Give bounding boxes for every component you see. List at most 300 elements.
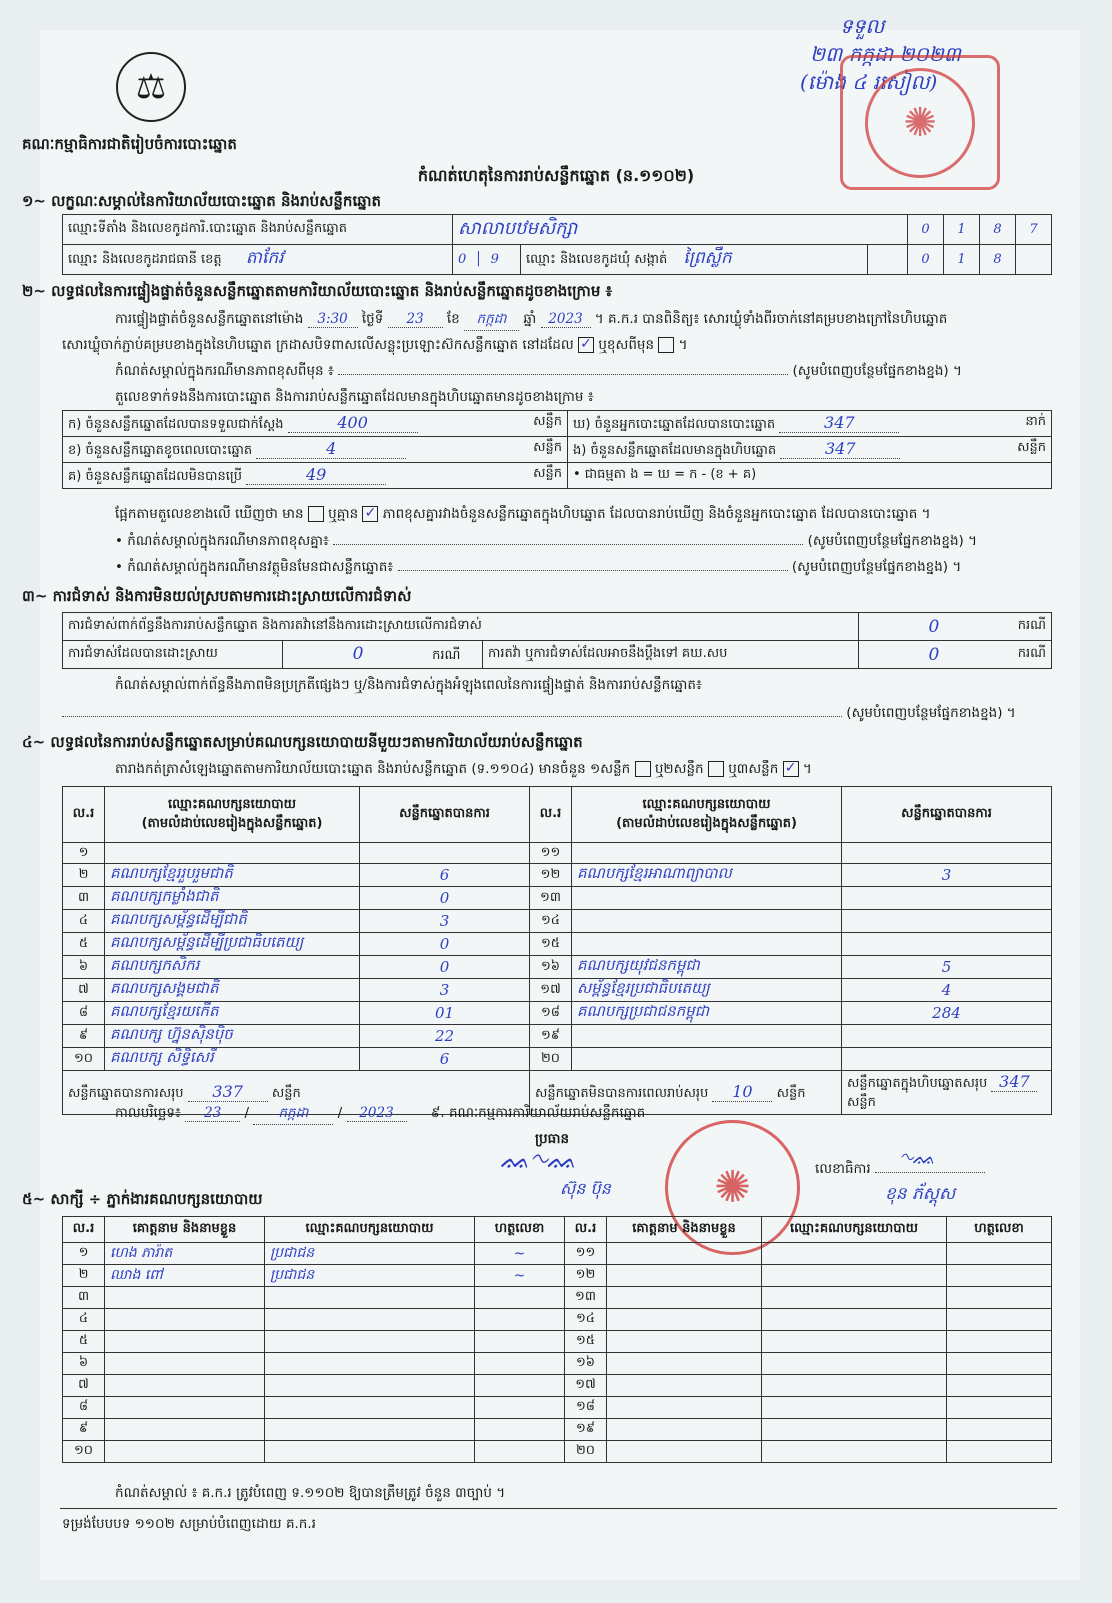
complaint-row1-label: ការជំទាស់ពាក់ព័ន្ធនឹងការរាប់សន្លឹកឆ្នោត និងការតវ៉ានៅនឹងការដោះស្រាយលើការជំទាស់ — [63, 613, 859, 641]
result-party-right: គណបក្សខ្មែរអាណាព្យាបាល — [572, 864, 842, 887]
witness-sign-right — [947, 1287, 1052, 1309]
result-votes-left: 01 — [360, 1002, 530, 1025]
witness-sign-right — [947, 1265, 1052, 1287]
secretary-name: ខុន ភ័ស្តុស — [885, 1184, 956, 1204]
total-valid-unit: សន្លឹក — [271, 1085, 301, 1101]
verify-text-tail: ។ គ.ក.រ បានពិនិត្យ៖ សោរឃ្លុំទាំងពីរចាក់នៅគម្របខាងក្រៅនៃហិបឆ្នោត — [594, 311, 948, 327]
commune-code-blank — [868, 245, 908, 275]
unchecked-box — [708, 761, 724, 777]
result-no-left: ២ — [63, 864, 105, 887]
witness-name-right — [607, 1243, 762, 1265]
result-party-right — [572, 843, 842, 864]
result-no-left: ៨ — [63, 1002, 105, 1025]
complaint-row1-value: 0 — [859, 613, 1009, 641]
received-date: ២៣ កក្កដា ២០២៣ — [810, 42, 961, 66]
results-row — [63, 887, 1052, 910]
witness-sign-right — [947, 1243, 1052, 1265]
province-row — [63, 245, 453, 275]
total-box-unit: សន្លឹក — [847, 1095, 876, 1110]
results-row — [63, 864, 1052, 887]
witness-party-right — [762, 1441, 947, 1463]
province-code-1: 0 — [458, 252, 467, 267]
results-row — [63, 1048, 1052, 1071]
count-gh-label: ឃ) ចំនួនអ្នកបោះឆ្នោតដែលបានបោះឆ្នោត — [573, 416, 776, 432]
results-row — [63, 1002, 1052, 1025]
col-party-left-title: ឈ្មោះគណបក្សនយោបាយ — [168, 796, 296, 812]
result-party-right — [572, 1048, 842, 1071]
witness-name-left — [105, 1441, 265, 1463]
witness-no-left: ៨ — [63, 1397, 105, 1419]
witness-party-left — [265, 1419, 475, 1441]
note2-line — [115, 532, 977, 552]
witness-party-left — [265, 1309, 475, 1331]
note2-dots — [333, 544, 803, 545]
result-no-right: ១២ — [530, 864, 572, 887]
count-gh-value: 347 — [779, 413, 899, 433]
date-line: កាលបរិច្ឆេទ៖ 23 / កក្កដា / 2023 ៩. គណៈកម្មការការិយាល័យរាប់សន្លឹកឆ្នោត — [115, 1104, 645, 1125]
witness-row — [63, 1331, 1052, 1353]
witness-row — [63, 1265, 1052, 1287]
witness-name-left — [105, 1353, 265, 1375]
result-party-right — [572, 910, 842, 933]
witness-row — [63, 1441, 1052, 1463]
result-party-right: គណបក្សយុវជនកម្ពុជា — [572, 956, 842, 979]
total-invalid-unit: សន្លឹក — [776, 1085, 806, 1101]
witness-no-left: ៥ — [63, 1331, 105, 1353]
counts-table — [62, 410, 1052, 489]
verify-time-line — [115, 310, 947, 331]
witness-name-left — [105, 1397, 265, 1419]
note3-fill: (សូមបំពេញបន្ថែមផ្នែកខាងខ្នង) ។ — [791, 559, 962, 575]
result-votes-left: 3 — [360, 910, 530, 933]
result-party-left: គណបក្ស ហ្វ៊ុនស៊ិនប៉ិច — [105, 1025, 360, 1048]
result-party-left: គណបក្សសម្ព័ន្ធដើម្បីជាតិ — [105, 910, 360, 933]
results-row — [63, 979, 1052, 1002]
section1-heading: ១~ លក្ខណៈសម្គាល់នៃការិយាល័យបោះឆ្នោត និងរាប់សន្លឹកឆ្នោត — [22, 192, 382, 210]
total-box-value: 347 — [991, 1072, 1037, 1092]
witness-name-right — [607, 1441, 762, 1463]
result-votes-right — [842, 1025, 1052, 1048]
witness-sign-left — [475, 1353, 565, 1375]
result-votes-left: 22 — [360, 1025, 530, 1048]
result-votes-left: 3 — [360, 979, 530, 1002]
witness-no-left: ១០ — [63, 1441, 105, 1463]
result-party-left: គណបក្សកសិករ — [105, 956, 360, 979]
witness-name-right — [607, 1331, 762, 1353]
result-party-right — [572, 933, 842, 956]
witness-row — [63, 1375, 1052, 1397]
commune-value: ព្រៃស្លឹក — [683, 248, 732, 268]
w-col-sign-right: ហត្ថលេខា — [947, 1217, 1052, 1243]
date-day: 23 — [185, 1105, 240, 1122]
witness-sign-left — [475, 1309, 565, 1331]
witness-party-left — [265, 1331, 475, 1353]
result-no-left: ១០ — [63, 1048, 105, 1071]
section4-intro: តារាងកត់ត្រាសំឡេងឆ្នោតតាមការិយាល័យបោះឆ្នោត និងរាប់សន្លឹកឆ្នោត (ទ.១១០៤) មានចំនួន ១សន្លឹក — [115, 761, 631, 777]
result-party-left: គណបក្សខ្មែរយកើត — [105, 1002, 360, 1025]
total-valid-label: សន្លឹកឆ្នោតបានការសរុប — [68, 1085, 184, 1101]
note3-dots — [398, 570, 788, 571]
witness-no-right: ១២ — [565, 1265, 607, 1287]
count-ng-unit: សន្លឹក — [1017, 439, 1046, 455]
count-g-label: គ) ចំនួនសន្លឹកឆ្នោតដែលមិនបានប្រើ — [68, 468, 242, 484]
section3-heading: ៣~ ការជំទាស់ និងការមិនយល់ស្របតាមការដោះស្រាយលើការជំទាស់ — [22, 587, 412, 605]
commune-code-2: 1 — [944, 245, 980, 275]
count-g — [63, 463, 568, 489]
count-kh-unit: សន្លឹក — [533, 439, 562, 455]
province-code-2: 9 — [490, 252, 499, 267]
witness-party-left — [265, 1441, 475, 1463]
chair-name: ស៊ុន ប៊ុន — [560, 1179, 611, 1198]
w-col-no-left: ល.រ — [63, 1217, 105, 1243]
results-table — [62, 786, 1052, 1115]
witness-party-right — [762, 1353, 947, 1375]
witness-no-left: ៩ — [63, 1419, 105, 1441]
witness-sign-left — [475, 1419, 565, 1441]
witness-no-left: ៣ — [63, 1287, 105, 1309]
witness-party-right — [762, 1419, 947, 1441]
result-no-right: ២០ — [530, 1048, 572, 1071]
result-party-left: គណបក្សសម្ព័ន្ធដើម្បីប្រជាធិបតេយ្យ — [105, 933, 360, 956]
received-time: (ម៉ោង ៤ រសៀល) — [800, 70, 938, 94]
section5-heading: ៥~ សាក្សី ÷ ភ្នាក់ងារគណបក្សនយោបាយ — [22, 1190, 263, 1208]
result-no-left: ៥ — [63, 933, 105, 956]
witness-table — [62, 1216, 1052, 1463]
witness-party-left: ប្រជាជន — [265, 1265, 475, 1287]
total-box-label: សន្លឹកឆ្នោតក្នុងហិបឆ្នោតសរុប — [847, 1076, 988, 1091]
witness-sign-left: ~ — [475, 1243, 565, 1265]
w-col-party-left: ឈ្មោះគណបក្សនយោបាយ — [265, 1217, 475, 1243]
w-col-party-right: ឈ្មោះគណបក្សនយោបាយ — [762, 1217, 947, 1243]
secretary-label: លេខាធិការ — [815, 1161, 871, 1177]
result-party-right — [572, 887, 842, 910]
witness-no-right: ១៩ — [565, 1419, 607, 1441]
chair-label: ប្រធាន — [535, 1131, 570, 1147]
stamp-ring: ✺ — [865, 68, 975, 178]
year-value: 2023 — [541, 311, 591, 328]
results-row — [63, 843, 1052, 864]
complaint-row1-unit: ករណី — [1009, 613, 1052, 641]
witness-party-right — [762, 1375, 947, 1397]
result-no-left: ៩ — [63, 1025, 105, 1048]
witness-name-right — [607, 1287, 762, 1309]
witness-party-left — [265, 1287, 475, 1309]
count-ng-label: ង) ចំនួនសន្លឹកឆ្នោតដែលមានក្នុងហិបឆ្នោត — [573, 442, 777, 458]
result-no-left: ១ — [63, 843, 105, 864]
witness-no-left: ៦ — [63, 1353, 105, 1375]
commune-label: ឈ្មោះ និងលេខកូដឃុំ សង្កាត់ — [526, 252, 668, 267]
result-no-right: ១៦ — [530, 956, 572, 979]
witness-sign-right — [947, 1441, 1052, 1463]
province-code: 0 │ 9 — [453, 245, 521, 275]
opt-other-label: ឬខុសពីមុន — [598, 337, 655, 353]
col-votes-right: សន្លឹកឆ្នោតបានការ — [842, 787, 1052, 843]
section3-table — [62, 612, 1052, 669]
count-ng-value: 347 — [780, 439, 900, 459]
result-votes-left: 0 — [360, 933, 530, 956]
witness-no-right: ១៣ — [565, 1287, 607, 1309]
emblem-icon: ⚖ — [116, 52, 186, 122]
results-row — [63, 1025, 1052, 1048]
province-value: តាកែវ — [245, 248, 284, 268]
compare-a: ផ្អែកតាមតួលេខខាងលើ ឃើញថា មាន — [115, 506, 304, 522]
witness-party-left — [265, 1353, 475, 1375]
secretary-dots — [875, 1172, 985, 1173]
result-votes-right: 284 — [842, 1002, 1052, 1025]
witness-name-left — [105, 1331, 265, 1353]
witness-name-left — [105, 1375, 265, 1397]
result-no-right: ១៥ — [530, 933, 572, 956]
witness-name-right — [607, 1419, 762, 1441]
witness-name-left: ហេង ភារ៉ាត — [105, 1243, 265, 1265]
result-party-left: គណបក្សកម្លាំងជាតិ — [105, 887, 360, 910]
witness-no-right: ១៤ — [565, 1309, 607, 1331]
result-no-left: ៧ — [63, 979, 105, 1002]
witness-sign-left — [475, 1397, 565, 1419]
section2-heading: ២~ លទ្ធផលនៃការផ្ទៀងផ្ទាត់ចំនួនសន្លឹកឆ្នោតតាមការិយាល័យបោះឆ្នោត និងរាប់សន្លឹកឆ្នោតដូចខាងក្រោម ៖ — [22, 282, 613, 300]
document-title: កំណត់ហេតុនៃការរាប់សន្លឹកឆ្នោត (ន.១១០២) — [417, 166, 695, 185]
witness-sign-left — [475, 1375, 565, 1397]
note3-label: • កំណត់សម្គាល់ក្នុងករណីមានវត្ថុមិនមែនជាសន្លឹកឆ្នោត៖ — [115, 559, 394, 575]
col-party-right-title: ឈ្មោះគណបក្សនយោបាយ — [642, 796, 771, 812]
count-k-label: ក) ចំនួនសន្លឹកឆ្នោតដែលបានទទួលជាក់ស្តែង — [68, 416, 284, 432]
count-k — [63, 411, 568, 437]
witness-party-left: ប្រជាជន — [265, 1243, 475, 1265]
footer-text: ទម្រង់បែបបទ ១១០២ សម្រាប់បំពេញដោយ គ.ក.រ — [62, 1516, 316, 1532]
col-party-left — [105, 787, 360, 843]
complaint-row2b-value: 0 — [859, 641, 1009, 669]
unchecked-box — [308, 506, 324, 522]
note2-label: • កំណត់សម្គាល់ក្នុងករណីមានភាពខុសគ្នា៖ — [115, 533, 329, 549]
witness-name-right — [607, 1265, 762, 1287]
witness-sign-left — [475, 1441, 565, 1463]
w-col-sign-left: ហត្ថលេខា — [475, 1217, 565, 1243]
witness-name-right — [607, 1353, 762, 1375]
result-no-left: ៦ — [63, 956, 105, 979]
result-party-left — [105, 843, 360, 864]
col-no-right: ល.រ — [530, 787, 572, 843]
commune-row — [521, 245, 868, 275]
witness-sign-left — [475, 1331, 565, 1353]
date-year: 2023 — [347, 1105, 407, 1122]
total-invalid-label: សន្លឹកឆ្នោតមិនបានការពេលរាប់សរុប — [535, 1085, 709, 1101]
month-value: កក្កដា — [464, 310, 519, 331]
formula: • ជាធម្មតា ង = ឃ = ក - (ខ + គ) — [568, 463, 1052, 489]
note1-line — [115, 362, 962, 382]
witness-no-right: ១៥ — [565, 1331, 607, 1353]
unchecked-box — [635, 761, 651, 777]
result-no-right: ១៧ — [530, 979, 572, 1002]
count-kh-label: ខ) ចំនួនសន្លឹកឆ្នោតខូចពេលបោះឆ្នោត — [68, 442, 253, 458]
result-votes-right — [842, 843, 1052, 864]
result-votes-right — [842, 910, 1052, 933]
witness-name-right — [607, 1375, 762, 1397]
result-votes-right: 5 — [842, 956, 1052, 979]
compare-c: ភាពខុសគ្នារវាងចំនួនសន្លឹកឆ្នោតក្នុងហិបឆ្នោត ដែលបានរាប់ឃើញ និងចំនួនអ្នកបោះឆ្នោត ដែលបានបោះឆ្នោត ។ — [382, 506, 931, 522]
month-label: ខែ — [446, 311, 460, 327]
col-party-right — [572, 787, 842, 843]
result-votes-right: 3 — [842, 864, 1052, 887]
results-row — [63, 933, 1052, 956]
total-valid-value: 337 — [188, 1082, 268, 1102]
opt-2-sheets: ឬ២សន្លឹក — [654, 761, 704, 777]
col-votes-left: សន្លឹកឆ្នោតបានការ — [360, 787, 530, 843]
check-icon: ✓ — [362, 506, 378, 522]
count-g-unit: សន្លឹក — [533, 465, 562, 481]
witness-row — [63, 1397, 1052, 1419]
result-no-right: ១៤ — [530, 910, 572, 933]
complaint-row2-unit: ករណី — [432, 647, 461, 663]
w-col-name-right: គោត្តនាម និងនាមខ្លួន — [607, 1217, 762, 1243]
witness-sign-right — [947, 1419, 1052, 1441]
col-no-left: ល.រ — [63, 787, 105, 843]
result-party-left: គណបក្សសង្គមជាតិ — [105, 979, 360, 1002]
commune-code-3: 8 — [980, 245, 1016, 275]
time-value: 3:30 — [308, 311, 358, 328]
compare-b: ឬគ្មាន — [328, 506, 359, 522]
complaint-row2-label: ការជំទាស់ដែលបានដោះស្រាយ — [63, 641, 283, 669]
result-party-right: សម្ព័ន្ធខ្មែរប្រជាធិបតេយ្យ — [572, 979, 842, 1002]
result-party-left: គណបក្ស សិទ្ធិសេរី — [105, 1048, 360, 1071]
witness-no-right: ១៧ — [565, 1375, 607, 1397]
check-icon: ✓ — [578, 337, 594, 353]
witness-name-right — [607, 1309, 762, 1331]
loc-code-2: 1 — [944, 215, 980, 245]
date-month: កក្កដា — [253, 1104, 333, 1125]
commune-code-4 — [1016, 245, 1052, 275]
section3-note-fill: (សូមបំពេញបន្ថែមផ្នែកខាងខ្នង) ។ — [846, 705, 1016, 721]
witness-no-left: ២ — [63, 1265, 105, 1287]
section3-note-dots — [62, 716, 842, 717]
witness-no-right: ១៦ — [565, 1353, 607, 1375]
province-label: ឈ្មោះ និងលេខកូដរាជធានី ខេត្ត — [68, 252, 222, 267]
received-line1: ទទួល — [840, 14, 885, 38]
result-votes-right — [842, 1048, 1052, 1071]
witness-row — [63, 1309, 1052, 1331]
result-no-right: ១៩ — [530, 1025, 572, 1048]
result-party-left: គណបក្សខ្មែររួបរួមជាតិ — [105, 864, 360, 887]
counts-intro: តួលេខទាក់ទងនឹងការបោះឆ្នោត និងការរាប់សន្លឹកឆ្នោតដែលមានក្នុងហិបឆ្នោតមានដូចខាងក្រោម ៖ — [115, 389, 594, 405]
compare-line — [115, 505, 931, 525]
section1-table — [62, 214, 1052, 275]
result-votes-left: 6 — [360, 1048, 530, 1071]
witness-sign-left: ~ — [475, 1265, 565, 1287]
section4-intro-line: តារាងកត់ត្រាសំឡេងឆ្នោតតាមការិយាល័យបោះឆ្នោត និងរាប់សន្លឹកឆ្នោត (ទ.១១០៤) មានចំនួន ១សន្លឹក ឬ២សន្លឹក ឬ៣សន្លឹក ✓ ។ — [115, 760, 812, 777]
date-label: កាលបរិច្ឆេទ៖ — [115, 1105, 181, 1121]
result-votes-right: 4 — [842, 979, 1052, 1002]
total-box — [842, 1071, 1052, 1115]
result-votes-left: 0 — [360, 887, 530, 910]
witness-name-left — [105, 1419, 265, 1441]
witness-party-left — [265, 1397, 475, 1419]
year-label: ឆ្នាំ — [523, 311, 537, 327]
unchecked-box — [658, 337, 674, 353]
result-no-right: ១៣ — [530, 887, 572, 910]
commune-code-1: 0 — [908, 245, 944, 275]
result-no-left: ៤ — [63, 910, 105, 933]
result-party-right: គណបក្សប្រជាជនកម្ពុជា — [572, 1002, 842, 1025]
col-party-left-sub: (តាមលំដាប់លេខរៀងក្នុងសន្លឹកឆ្នោត) — [141, 815, 323, 831]
section3-note-fill-line — [62, 704, 1016, 724]
witness-no-right: ១១ — [565, 1243, 607, 1265]
result-votes-left: 0 — [360, 956, 530, 979]
complaint-row2-value: 0 — [352, 643, 364, 664]
complaint-row2-cell — [283, 641, 483, 669]
witness-row — [63, 1353, 1052, 1375]
count-kh — [63, 437, 568, 463]
w-col-name-left: គោត្តនាម និងនាមខ្លួន — [105, 1217, 265, 1243]
witness-sign-right — [947, 1397, 1052, 1419]
witness-party-left — [265, 1375, 475, 1397]
result-party-right — [572, 1025, 842, 1048]
loc-code-1: 0 — [908, 215, 944, 245]
witness-name-left — [105, 1287, 265, 1309]
witness-party-right — [762, 1397, 947, 1419]
count-g-value: 49 — [246, 465, 386, 485]
result-votes-left — [360, 843, 530, 864]
witness-no-right: ១៨ — [565, 1397, 607, 1419]
w-col-no-right: ល.រ — [565, 1217, 607, 1243]
day-value: 23 — [388, 311, 443, 328]
loc-code-3: 8 — [980, 215, 1016, 245]
witness-name-left: ឈាង ពៅ — [105, 1265, 265, 1287]
note3-line — [115, 558, 961, 578]
count-gh-unit: នាក់ — [1025, 413, 1046, 429]
witness-no-left: ៧ — [63, 1375, 105, 1397]
witness-party-right — [762, 1265, 947, 1287]
witness-row — [63, 1243, 1052, 1265]
opt-3-sheets: ឬ៣សន្លឹក — [728, 761, 779, 777]
result-no-right: ១១ — [530, 843, 572, 864]
loc-code-4: 7 — [1016, 215, 1052, 245]
witness-name-right — [607, 1397, 762, 1419]
secretary-signature: ∿ᨐ — [900, 1145, 936, 1169]
witness-row — [63, 1419, 1052, 1441]
result-no-left: ៣ — [63, 887, 105, 910]
witness-party-right — [762, 1331, 947, 1353]
location-value: សាលាបឋមសិក្សា — [453, 215, 908, 245]
count-ng — [568, 437, 1052, 463]
note2-fill: (សូមបំពេញបន្ថែមផ្នែកខាងខ្នង) ។ — [807, 533, 977, 549]
results-row — [63, 956, 1052, 979]
verify-text2: សោរឃ្លុំចាក់ភ្ជាប់គម្របខាងក្នុងនៃហិបឆ្នោត ក្រដាសបិទពាសលើសន្លុះប្រឡោះស៊កសន្លឹកឆ្នោត នៅដដែល — [62, 337, 574, 353]
count-gh — [568, 411, 1052, 437]
section3-note: កំណត់សម្គាល់ពាក់ព័ន្ធនឹងភាពមិនប្រក្រតីផ្សេងៗ ឬ/និងការជំទាស់ក្នុងអំឡុងពេលនៃការផ្ទៀងផ្ទាត់ និងការរាប់សន្លឹកឆ្នោត៖ — [115, 677, 702, 693]
count-k-value: 400 — [288, 413, 418, 433]
witness-sign-right — [947, 1375, 1052, 1397]
witness-sign-left — [475, 1287, 565, 1309]
location-label: ឈ្មោះទីតាំង និងលេខកូដការិ.បោះឆ្នោត និងរាប់សន្លឹកឆ្នោត — [63, 215, 453, 245]
check-icon: ✓ — [783, 761, 799, 777]
witness-sign-right — [947, 1309, 1052, 1331]
complaint-row2b-label: ការតវ៉ា ឬការជំទាស់ដែលអាចនឹងប្តឹងទៅ គឃ.សប — [483, 641, 859, 669]
results-row — [63, 910, 1052, 933]
count-k-unit: សន្លឹក — [533, 413, 562, 429]
complaint-row2b-unit: ករណី — [1009, 641, 1052, 669]
witness-party-right — [762, 1287, 947, 1309]
witness-sign-right — [947, 1353, 1052, 1375]
witness-party-right — [762, 1243, 947, 1265]
note1-label: កំណត់សម្គាល់ក្នុងករណីមានភាពខុសពីមុន ៖ — [115, 363, 334, 379]
note1-dots — [338, 374, 788, 375]
witness-no-left: ៤ — [63, 1309, 105, 1331]
verify-text2-line: សោរឃ្លុំចាក់ភ្ជាប់គម្របខាងក្នុងនៃហិបឆ្នោត ក្រដាសបិទពាសលើសន្លុះប្រឡោះស៊កសន្លឹកឆ្នោត នៅដដែល ✓ ឬខុសពីមុន ។ — [62, 336, 688, 353]
count-kh-value: 4 — [256, 439, 406, 459]
org-name: គណៈកម្មាធិការជាតិរៀបចំការបោះឆ្នោត — [22, 135, 237, 153]
col-party-right-sub: (តាមលំដាប់លេខរៀងក្នុងសន្លឹកឆ្នោត) — [616, 815, 797, 831]
stamp-icon: ✺ — [665, 1120, 800, 1255]
total-invalid-value: 10 — [712, 1082, 772, 1102]
